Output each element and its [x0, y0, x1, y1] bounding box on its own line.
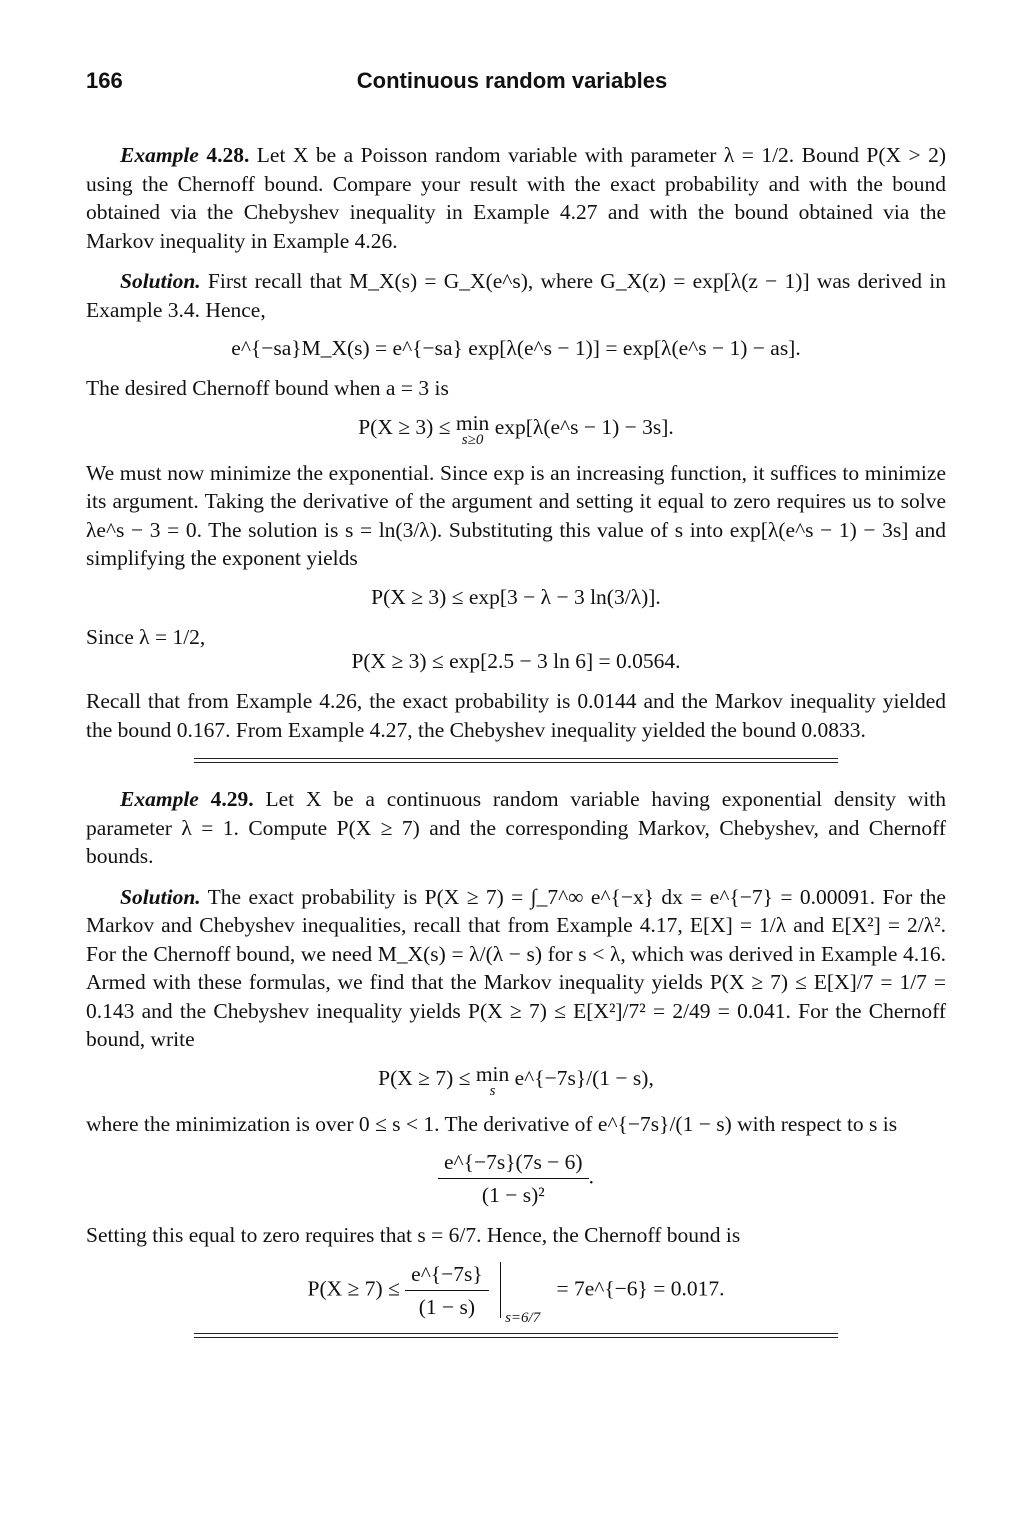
eq-left: P(X ≥ 3) ≤: [358, 414, 456, 439]
example-4-29: [86, 785, 946, 871]
example-4-28: [86, 141, 946, 255]
min-subscript: s: [489, 1082, 496, 1099]
paragraph-minimize: We must now minimize the exponential. Since exp is an increasing function, it suffices to minimize its argument. Taking the derivative of the argument and setting it equal to zero requires us to solve λe^s − 3 = 0. The solution is s = ln(3/λ). Substituting this value of s into exp[λ(e^s − 1) − 3s] and simplifying the exponent yields: [86, 460, 946, 570]
paragraph-setting-zero: Setting this equal to zero requires that s = 6/7. Hence, the Chernoff bound is: [86, 1223, 741, 1247]
equation-mgf-expansion: e^{−sa}M_X(s) = e^{−sa} exp[λ(e^s − 1)] = exp[λ(e^s − 1) − as].: [231, 336, 801, 360]
page-body: [86, 141, 946, 1338]
equation-final-bound: [86, 1260, 946, 1326]
solution-label: Solution.: [120, 269, 201, 293]
paragraph-recall: Recall that from Example 4.26, the exact probability is 0.0144 and the Markov inequality yielded the bound 0.167. From Example 4.27, the Chebyshev inequality yielded the bound 0.0833.: [86, 689, 946, 742]
solution-4-28-intro: [86, 267, 946, 324]
equation-chernoff-exponential: [86, 1061, 946, 1099]
solution-4-29-intro: [86, 883, 946, 1054]
eq-right: e^{−7s}/(1 − s),: [514, 1065, 654, 1090]
fraction-numerator: e^{−7s}(7s − 6): [438, 1148, 589, 1179]
derivative-fraction: [438, 1148, 589, 1209]
min-subscript: s≥0: [461, 431, 484, 448]
example-label: Example: [120, 143, 199, 167]
bound-fraction: [405, 1260, 489, 1321]
solution-text: First recall that M_X(s) = G_X(e^s), where G_X(z) = exp[λ(z − 1)] was derived in Example 3.4. Hence,: [86, 269, 946, 322]
eq-left: P(X ≥ 7) ≤: [307, 1275, 406, 1300]
equation-numeric-bound: P(X ≥ 3) ≤ exp[2.5 − 3 ln 6] = 0.0564.: [351, 649, 681, 673]
evaluation-bar: [500, 1262, 551, 1326]
page-number: 166: [86, 68, 123, 93]
example-text: Let X be a continuous random variable having exponential density with parameter λ = 1. Compute P(X ≥ 7) and the corresponding Markov, Chebyshev, and Chernoff bounds.: [86, 787, 946, 868]
eq-left: P(X ≥ 7) ≤: [378, 1065, 476, 1090]
paragraph-since-lambda: Since λ = 1/2,: [86, 624, 206, 649]
min-operator: min s≥0: [455, 410, 490, 448]
equation-derivative: $\frac{e\^{}\{-7s\}(7s - 6)}{\text{(1 − s)²}}$ .: [86, 1148, 946, 1209]
solution-text: The exact probability is P(X ≥ 7) = ∫_7^∞ e^{−x} dx = e^{−7} = 0.00091. For the Markov and Chebyshev inequalities, recall that from Example 4.17, E[X] = 1/λ and E[X²] = 2/λ². For the Chernoff bound, we need M_X(s) = λ/(λ − s) for s < λ, which was derived in Example 4.16. Armed with these formulas, we find that the Markov inequality yields P(X ≥ 7) ≤ E[X]/7 = 1/7 = 0.143 and the Chebyshev inequality yields P(X ≥ 7) ≤ E[X²]/7² = 2/49 = 0.041. For the Chernoff bound, write: [86, 884, 946, 1051]
fraction-numerator: e^{−7s}: [405, 1260, 489, 1291]
example-number: 4.29.: [210, 787, 254, 811]
eq-right: = 7e^{−6} = 0.017.: [556, 1275, 725, 1300]
min-operator: min s: [475, 1061, 510, 1099]
equation-simplified-bound: P(X ≥ 3) ≤ exp[3 − λ − 3 ln(3/λ)].: [371, 584, 661, 609]
example-number: 4.28.: [206, 143, 250, 167]
solution-label: Solution.: [120, 884, 201, 909]
paragraph-desired-bound: The desired Chernoff bound when a = 3 is: [86, 376, 449, 400]
evaluation-subscript: s=6/7: [505, 1310, 541, 1326]
paragraph-minimization-range: where the minimization is over 0 ≤ s < 1. The derivative of e^{−7s}/(1 − s) with respect to s is: [86, 1111, 898, 1136]
equation-chernoff-min: [86, 410, 946, 448]
running-header-title: Continuous random variables: [356, 68, 668, 93]
section-divider-bottom: [194, 1333, 838, 1338]
eq-right: exp[λ(e^s − 1) − 3s].: [494, 414, 674, 439]
example-text: Let X be a Poisson random variable with parameter λ = 1/2. Bound P(X > 2) using the Chernoff bound. Compare your result with the exact probability and with the bound obtained via the Chebyshev inequality in Example 4.27 and with the bound obtained via the Markov inequality in Example 4.26.: [86, 143, 947, 253]
fraction-denominator: (1 − s): [418, 1294, 476, 1319]
example-label: Example: [120, 787, 199, 811]
fraction-denominator: (1 − s)²: [481, 1183, 545, 1207]
